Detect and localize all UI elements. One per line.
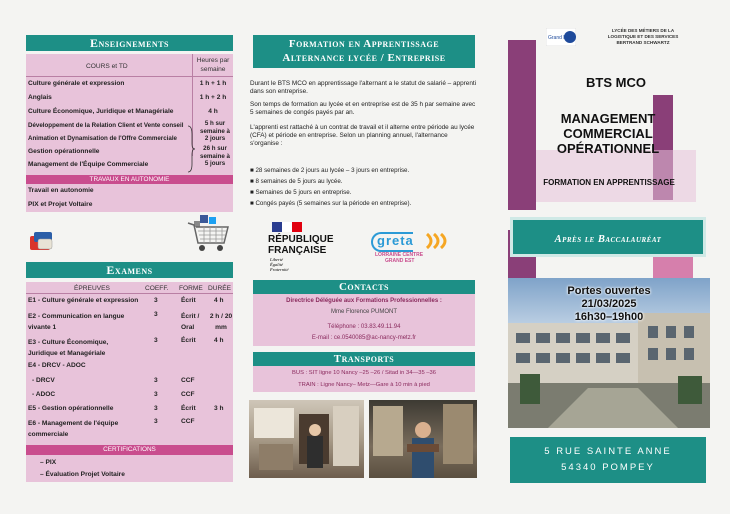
main-title-line1: MANAGEMENT (560, 111, 656, 126)
decor-block (536, 150, 696, 202)
exam-row: E6 - Management de l'équipe commerciale (28, 420, 119, 438)
transports-bus: BUS : SIT ligne 10 Nancy –25 –26 / Sitad in 34—35 –36 (292, 370, 436, 376)
store-photo-2 (369, 400, 477, 478)
course-row: Management de l'Équipe Commerciale (28, 161, 149, 168)
course-row: Culture Économique, Juridique et Managériale (28, 108, 174, 115)
address-line1: 5 RUE SAINTE ANNE (544, 446, 672, 457)
exam-coeff: 3 (154, 297, 158, 304)
bullet-item: ■ Semaines de 5 jours en entreprise. (250, 189, 352, 196)
formation-para1: Durant le BTS MCO en apprentissage l'alternant a le statut de salarié – apprenti dans son entreprise. (250, 80, 477, 96)
main-title-line3: OPÉRATIONNEL (556, 141, 660, 156)
school-line-1: LYCÉE DES MÉTIERS DE LA (611, 28, 675, 33)
address-banner (510, 437, 706, 483)
bullet-text: 28 semaines de 2 jours au lycée – 3 jours en entreprise. (255, 167, 410, 174)
region-logo (546, 28, 576, 46)
bullet-text: Semaines de 5 jours en entreprise. (255, 189, 352, 196)
course-row: Animation et Dynamisation de l'Offre Commerciale (28, 135, 177, 142)
devise-3: Fraternité (270, 267, 289, 272)
apres-bac-banner: Après le Baccalauréat (510, 217, 706, 257)
exam-header-coeff: COEFF. (145, 285, 169, 292)
books-icon (28, 230, 56, 252)
course-row: Culture générale et expression (28, 80, 125, 87)
exam-header-duree: DURÉE (208, 285, 232, 292)
course-hours: 26 h sur semaine à 5 jours (200, 145, 230, 167)
exam-row: E2 - Communication en langue vivante 1 (28, 313, 125, 331)
school-line-3: BERTRAND SCHWARTZ (616, 39, 670, 45)
subtitle: FORMATION EN APPRENTISSAGE (543, 178, 675, 187)
bullet-item: ■ 8 semaines de 5 jours au lycée. (250, 178, 343, 185)
middle-panel (243, 0, 488, 514)
shopping-cart-icon (186, 213, 230, 253)
course-row: Anglais (28, 94, 52, 101)
exam-coeff: 3 (154, 405, 158, 412)
transports-train: TRAIN : Ligne Nancy– Metz—Gare à 10 min à pied (298, 382, 430, 388)
formation-para3: L'apprenti est rattaché à un contrat de travail et il alterne entre période au lycée (CFA) et période en entreprise. Selon un planning annuel, l'alternance s'organise : (250, 124, 475, 148)
brace-icon (186, 124, 196, 174)
exam-header-forme: FORME (179, 285, 203, 292)
region-logo-text: Grand Est (548, 35, 571, 41)
school-name (588, 28, 698, 45)
certif-row: – Évaluation Projet Voltaire (40, 471, 125, 478)
exam-coeff: 3 (154, 311, 158, 318)
exam-forme: Écrit / Oral (181, 313, 200, 331)
examens-rows (26, 282, 233, 482)
portes-ouvertes (508, 285, 710, 324)
contacts-line3: Téléphone : 03.83.49.11.94 (327, 324, 401, 330)
enseignements-rows (26, 54, 233, 212)
contacts-line2: Mme Florence PUMONT (330, 309, 397, 315)
store-photo-1 (249, 400, 364, 478)
formation-title-line1: Formation en Apprentissage (288, 38, 440, 50)
course-hours: 4 h (208, 108, 218, 115)
greta-name: greta (377, 233, 414, 248)
formation-title-line2: Alternance lycée / Entreprise (282, 52, 446, 64)
exam-duree: 2 h / 20 mm (209, 313, 233, 331)
course-hours: 5 h sur semaine à 2 jours (200, 120, 230, 142)
contacts-line4: E-mail : ce.0540085@ac-nancy-metz.fr (311, 335, 417, 341)
exam-coeff: 3 (154, 418, 158, 425)
header-courses: COURS et TD (86, 63, 128, 70)
exam-duree: 4 h (214, 297, 224, 304)
exam-forme: CCF (181, 377, 195, 384)
exam-forme: CCF (181, 391, 195, 398)
greta-sub-2: GRAND EST (385, 258, 415, 264)
marianne-icon (272, 220, 302, 234)
certif-row: – PIX (40, 459, 57, 466)
main-title (508, 111, 708, 156)
left-panel (0, 0, 243, 514)
republique-text-1: RÉPUBLIQUE (268, 234, 334, 245)
exam-row: E1 - Culture générale et expression (28, 297, 139, 304)
contacts-line1: Directrice Déléguée aux Formations Professionnelles : (286, 298, 442, 304)
portes-time: 16h30–19h00 (574, 311, 644, 323)
republique-logo (268, 220, 363, 272)
republique-text-2: FRANÇAISE (268, 245, 327, 256)
exam-duree: 3 h (214, 405, 224, 412)
certif-header: CERTIFICATIONS (26, 445, 233, 455)
exam-forme: Écrit (181, 297, 196, 304)
cover-panel (488, 0, 730, 514)
exam-coeff: 3 (154, 391, 158, 398)
course-row: Développement de la Relation Client et Vente conseil (28, 122, 184, 129)
school-line-2: LOGISTIQUE ET DES SERVICES (607, 33, 679, 39)
bullet-item: ■ Congés payés (5 semaines sur la période en entreprise). (250, 200, 412, 207)
portes-label: Portes ouvertes (567, 285, 651, 297)
contacts-title: Contacts (253, 280, 475, 294)
examens-title: Examens (26, 262, 233, 278)
course-row: Gestion opérationnelle (28, 148, 100, 155)
greta-arcs-icon (425, 232, 455, 250)
exam-coeff: 3 (154, 337, 158, 344)
course-hours: 1 h + 1 h (199, 80, 227, 87)
portes-date: 21/03/2025 (581, 298, 637, 310)
exam-forme: CCF (181, 418, 195, 425)
exam-forme: Écrit (181, 405, 196, 412)
exam-forme: Écrit (181, 337, 196, 344)
bullet-item: ■ 28 semaines de 2 jours au lycée – 3 jours en entreprise. (250, 167, 410, 174)
exam-duree: 4 h (214, 337, 224, 344)
devise-1: Liberté (270, 257, 283, 262)
devise-2: Égalité (270, 262, 283, 267)
exam-row: E5 - Gestion opérationnelle (28, 405, 114, 412)
enseignements-title: Enseignements (26, 35, 233, 51)
formation-para2: Son temps de formation au lycée et en entreprise est de 35 h par semaine avec 5 semaines de congés payés par an. (250, 101, 476, 117)
bts-title: BTS MCO (586, 75, 646, 90)
exam-row: - DRCV (32, 377, 55, 384)
autonomie-row: PIX et Projet Voltaire (28, 201, 93, 208)
transports-title: Transports (253, 352, 475, 366)
header-hours: Heures par semaine (196, 57, 230, 73)
address-line2: 54340 POMPEY (561, 462, 655, 473)
bullet-text: 8 semaines de 5 jours au lycée. (255, 178, 343, 185)
formation-title (253, 35, 475, 68)
exam-row: - ADOC (32, 391, 56, 398)
bullet-text: Congés payés (5 semaines sur la période en entreprise). (255, 200, 412, 207)
autonomie-row: Travail en autonomie (28, 187, 94, 194)
autonomie-header: TRAVAUX EN AUTONOMIE (26, 175, 233, 184)
exam-header-epreuves: ÉPREUVES (74, 285, 110, 292)
greta-sub-1: LORRAINE CENTRE (375, 252, 424, 258)
main-title-line2: COMMERCIAL (563, 126, 653, 141)
exam-coeff: 3 (154, 377, 158, 384)
course-hours: 1 h + 2 h (199, 94, 227, 101)
exam-row: E3 - Culture Économique, Juridique et Managériale (28, 339, 109, 357)
greta-logo (371, 232, 461, 268)
exam-row: E4 - DRCV - ADOC (28, 362, 86, 369)
